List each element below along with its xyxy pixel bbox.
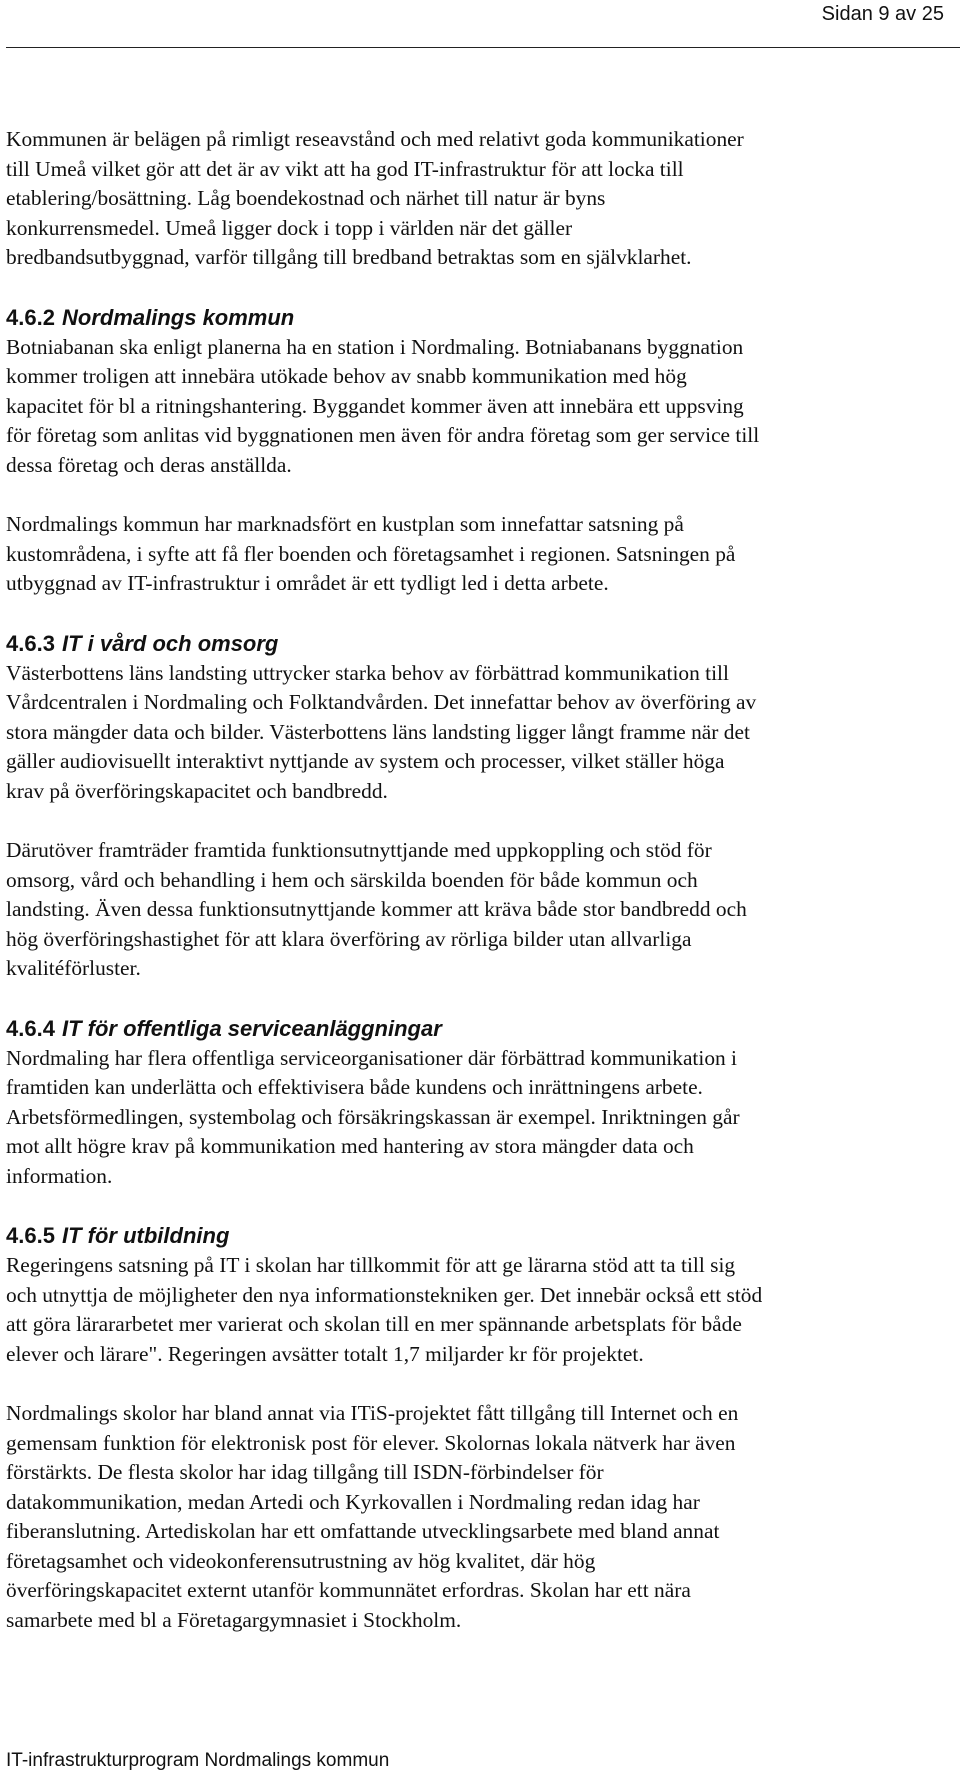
text-line: förstärkts. De flesta skolor har idag tillgång till ISDN-förbindelser för: [6, 1460, 604, 1484]
text-line: konkurrensmedel. Umeå ligger dock i topp i världen när det gäller: [6, 215, 573, 240]
text-line: datakommunikation, medan Artedi och Kyrkovallen i Nordmaling redan idag har: [6, 1489, 700, 1514]
text-line: Kommunen är belägen på rimligt reseavstånd och med relativt goda kommunikationer: [6, 127, 744, 151]
text-line: Nordmaling har flera offentliga serviceorganisationer där förbättrad kommunikation i: [6, 1045, 737, 1070]
text-line: krav på överföringskapacitet och bandbredd.: [6, 778, 388, 803]
paragraph: [6, 510, 950, 599]
text-line: Nordmalings kommun har marknadsfört en kustplan som innefattar satsning på: [6, 512, 684, 536]
text-line: bredbandsutbyggnad, varför tillgång till bredband betraktas som en självklarhet.: [6, 245, 692, 269]
text-line: gemensam funktion för elektronisk post för elever. Skolornas lokala nätverk har även: [6, 1430, 736, 1455]
text-line: och utnyttja de möjligheter den nya informationstekniken ger. Det innebär också ett stöd: [6, 1282, 763, 1307]
text-line: till Umeå vilket gör att det är av vikt att ha god IT-infrastruktur för att locka till: [6, 156, 684, 181]
page-footer: IT-infrastrukturprogram Nordmalings kommun: [6, 1750, 390, 1771]
section-title: IT för utbildning: [62, 1223, 230, 1248]
text-line: kustområdena, i syfte att få fler boenden och företagsamhet i regionen. Satsningen på: [6, 541, 736, 566]
text-line: överföringskapacitet externt utanför kommunnätet erfordras. Skolan har ett nära: [6, 1578, 691, 1602]
paragraph: [6, 1044, 950, 1192]
text-line: att göra lärararbetet mer varierat och skolan till en mer spännande arbetsplats för både: [6, 1312, 742, 1336]
section-heading-4-6-4: [6, 1014, 950, 1044]
page-number: Sidan 9 av 25: [821, 3, 944, 25]
text-line: kapacitet för bl a ritningshantering. Byggandet kommer även att innebära ett uppsving: [6, 393, 744, 418]
text-line: etablering/bosättning. Låg boendekostnad och närhet till natur är byns: [6, 186, 606, 210]
section-heading-4-6-3: [6, 629, 950, 659]
section-number: 4.6.5: [6, 1223, 55, 1248]
intro-paragraph: [6, 125, 950, 273]
text-line: elever och lärare". Regeringen avsätter totalt 1,7 miljarder kr för projektet.: [6, 1341, 644, 1366]
text-line: Nordmalings skolor har bland annat via ITiS-projektet fått tillgång till Internet och en: [6, 1401, 739, 1425]
text-line: dessa företag och deras anställda.: [6, 452, 292, 477]
text-line: Botniabanan ska enligt planerna ha en station i Nordmaling. Botniabanans byggnation: [6, 334, 744, 359]
paragraph: [6, 1251, 950, 1369]
section-number: 4.6.4: [6, 1015, 55, 1041]
text-line: kommer troligen att innebära utökade behov av snabb kommunikation med hög: [6, 364, 687, 388]
text-line: landsting. Även dessa funktionsutnyttjande kommer att kräva både stor bandbredd och: [6, 897, 747, 921]
text-line: framtiden kan underlätta och effektivisera både kundens och inrättningens arbete.: [6, 1075, 703, 1099]
text-line: Västerbottens läns landsting uttrycker starka behov av förbättrad kommunikation till: [6, 660, 729, 685]
paragraph: [6, 1399, 950, 1635]
section-title: Nordmalings kommun: [62, 304, 295, 330]
text-line: fiberanslutning. Artediskolan har ett omfattande utvecklingsarbete med bland annat: [6, 1519, 720, 1543]
text-line: kvalitéförluster.: [6, 956, 141, 980]
text-line: information.: [6, 1163, 113, 1188]
text-line: utbyggnad av IT-infrastruktur i området är ett tydligt led i detta arbete.: [6, 571, 609, 595]
text-line: Därutöver framträder framtida funktionsutnyttjande med uppkoppling och stöd för: [6, 838, 712, 862]
section-number: 4.6.2: [6, 304, 55, 330]
text-line: mot allt högre krav på kommunikation med hantering av stora mängder data och: [6, 1134, 694, 1158]
section-heading-4-6-2: [6, 303, 950, 333]
section-title: IT i vård och omsorg: [62, 630, 279, 656]
text-line: företagsamhet och videokonferensutrustning av hög kvalitet, där hög: [6, 1548, 596, 1573]
section-number: 4.6.3: [6, 630, 55, 656]
text-line: omsorg, vård och behandling i hem och särskilda boenden för både kommun och: [6, 867, 698, 892]
text-line: Vårdcentralen i Nordmaling och Folktandvården. Det innefattar behov av överföring av: [6, 690, 757, 714]
paragraph: [6, 659, 950, 807]
header-divider: [6, 47, 960, 48]
text-line: stora mängder data och bilder. Västerbottens läns landsting ligger långt framme när det: [6, 719, 750, 744]
section-heading-4-6-5: [6, 1221, 950, 1251]
text-line: Arbetsförmedlingen, systembolag och försäkringskassan är exempel. Inriktningen går: [6, 1104, 740, 1129]
text-line: hög överföringshastighet för att klara överföring av rörliga bilder utan allvarliga: [6, 926, 692, 951]
text-line: för företag som anlitas vid byggnationen men även för andra företag som ger service till: [6, 423, 760, 447]
section-title: IT för offentliga serviceanläggningar: [62, 1015, 442, 1041]
text-line: gäller audiovisuellt interaktivt nyttjande av system och processer, vilket ställer höga: [6, 749, 725, 773]
paragraph: [6, 333, 950, 481]
paragraph: [6, 836, 950, 984]
text-line: samarbete med bl a Företagargymnasiet i Stockholm.: [6, 1607, 462, 1632]
text-line: Regeringens satsning på IT i skolan har tillkommit för att ge lärarna stöd att ta till sig: [6, 1253, 736, 1277]
document-body: [6, 125, 950, 1635]
